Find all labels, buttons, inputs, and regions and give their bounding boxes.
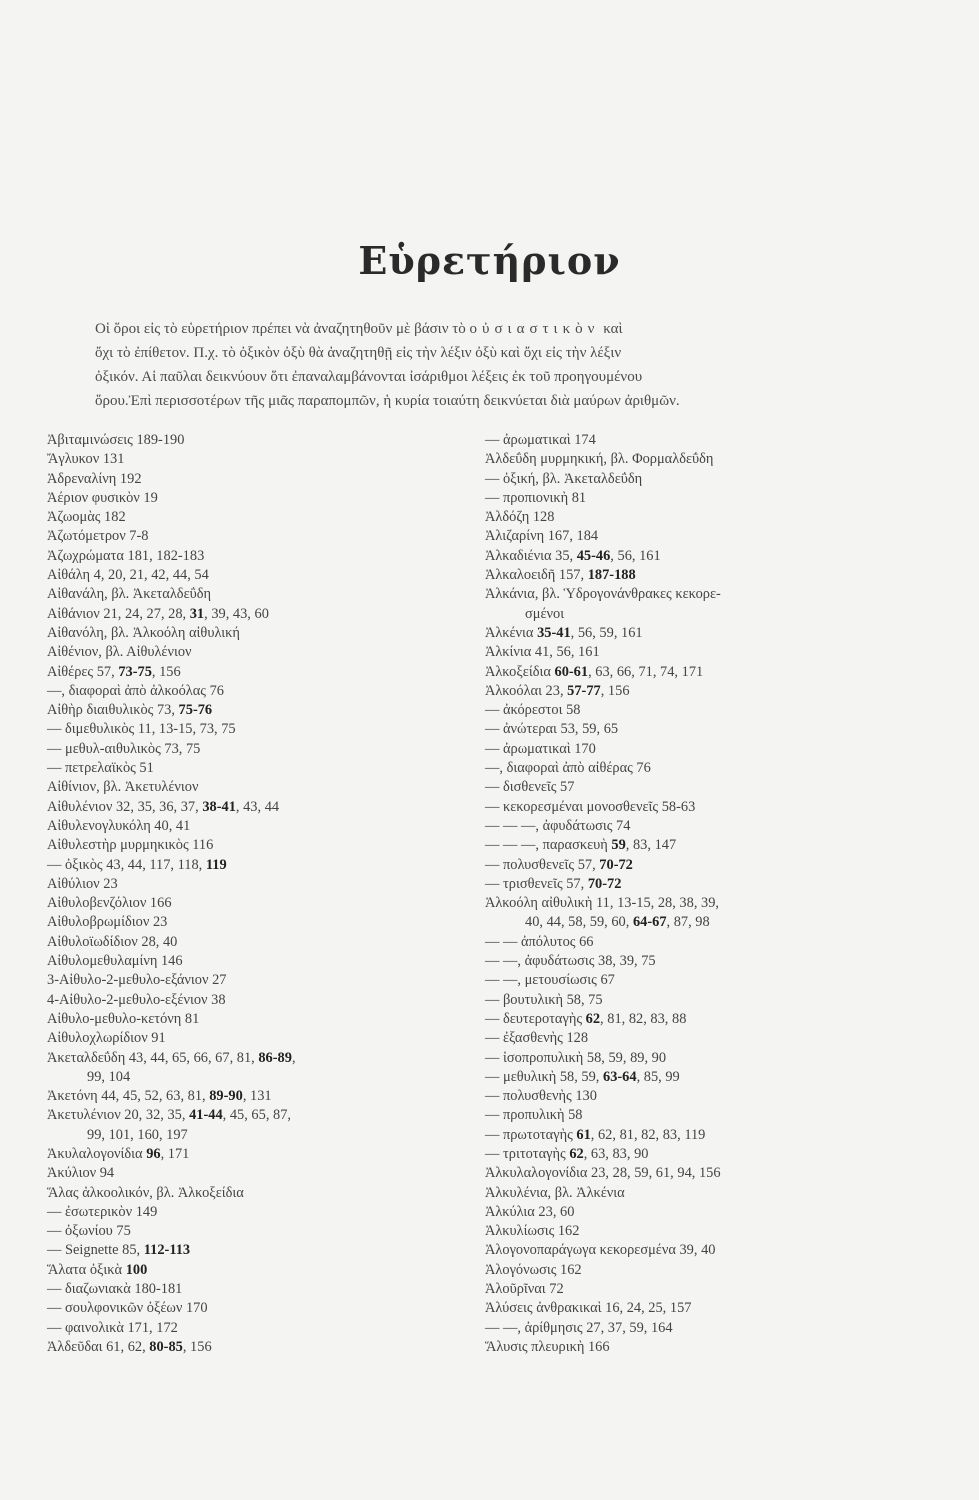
- entry-text: — δευτεροταγὴς: [485, 1010, 586, 1027]
- entry-text: , 56, 59, 161: [570, 624, 643, 641]
- index-entry: [485, 1145, 915, 1164]
- entry-text: Ἀζωομὰς 182: [47, 509, 126, 526]
- index-entry: [485, 585, 915, 604]
- main-reference: 112-113: [143, 1242, 191, 1259]
- index-entry: [47, 1029, 447, 1048]
- entry-text: — —, ἀρίθμησις 27, 37, 59, 164: [485, 1319, 673, 1336]
- entry-text: — ἀρωματικαὶ 170: [485, 740, 596, 757]
- index-entry: [485, 701, 915, 720]
- intro-line: [95, 341, 855, 365]
- entry-text: Ἀλοῦρῖναι 72: [485, 1281, 564, 1298]
- main-reference: 61: [576, 1126, 591, 1143]
- entry-text: — μεθυλ-αιθυλικὸς 73, 75: [47, 740, 201, 757]
- entry-text: Αἰθύλιον 23: [47, 875, 118, 892]
- entry-text: Αἰθυλοβρωμίδιον 23: [47, 914, 168, 931]
- index-entry: [485, 1280, 915, 1299]
- entry-text: Αἰθέρες 57,: [47, 663, 119, 680]
- entry-text: Ἀδρεναλίνη 192: [47, 470, 142, 487]
- index-entry: [47, 894, 447, 913]
- index-entry: [47, 759, 447, 778]
- index-entry: [47, 1203, 447, 1222]
- entry-text: Ἀβιταμινώσεις 189-190: [47, 432, 185, 448]
- entry-text: , 43, 44: [235, 798, 280, 815]
- main-reference: 86-89: [258, 1049, 292, 1066]
- index-entry: [47, 1222, 447, 1241]
- entry-text: , 131: [242, 1088, 272, 1105]
- index-entry: [485, 1106, 915, 1125]
- entry-text: — ἐσωτερικὸν 149: [47, 1203, 158, 1220]
- index-entry: [47, 527, 447, 546]
- intro-text: καὶ: [599, 321, 623, 337]
- index-entry: [485, 1338, 915, 1357]
- index-entry: [485, 952, 915, 971]
- main-reference: 80-85: [149, 1338, 183, 1355]
- entry-text: σμένοι: [525, 605, 565, 622]
- entry-text: Ἅλας ἀλκοολικόν, βλ. Ἀλκοξείδια: [47, 1184, 244, 1201]
- entry-text: , 62, 81, 82, 83, 119: [590, 1126, 706, 1143]
- index-entry: [485, 856, 915, 875]
- index-entry: [47, 1164, 447, 1183]
- index-entry: [47, 1280, 447, 1299]
- index-entry: [47, 701, 447, 720]
- entry-text: Ἀλογονοπαράγωγα κεκορεσμένα 39, 40: [485, 1242, 716, 1259]
- intro-paragraph: [95, 317, 855, 413]
- index-entry: [47, 971, 447, 990]
- intro-text: ὄχι τὸ ἐπίθετον. Π.χ. τὸ ὀξικὸν ὀξὺ θὰ ἀναζητηθῇ εἰς τὴν λέξιν ὀξὺ καὶ ὄχι εἰς τὴν λέξιν: [95, 345, 622, 361]
- index-entry: [47, 547, 447, 566]
- entry-text: Ἀλκυλαλογονίδια 23, 28, 59, 61, 94, 156: [485, 1165, 721, 1182]
- entry-text: , 171: [160, 1145, 190, 1162]
- entry-text: Αἰθυλενογλυκόλη 40, 41: [47, 817, 191, 834]
- index-entry: [485, 663, 915, 682]
- index-entry: [47, 913, 447, 932]
- main-reference: 41-44: [189, 1107, 223, 1124]
- entry-text: Αἰθυλομεθυλαμίνη 146: [47, 953, 183, 970]
- index-entry: [47, 1184, 447, 1203]
- entry-text: — διμεθυλικὸς 11, 13-15, 73, 75: [47, 721, 236, 738]
- index-entry: [47, 817, 447, 836]
- index-entry-continuation: [47, 1068, 447, 1087]
- main-reference: 187-188: [587, 567, 636, 584]
- entry-text: Ἅλυσις πλευρικὴ 166: [485, 1338, 610, 1355]
- index-entry: [47, 720, 447, 739]
- main-reference: 35-41: [537, 624, 571, 641]
- entry-text: , 156: [151, 663, 181, 680]
- intro-line: [95, 389, 855, 413]
- intro-emphasis: οὐσιαστικὸν: [469, 321, 600, 337]
- index-entry: [485, 527, 915, 546]
- entry-text: , 85, 99: [636, 1068, 680, 1085]
- index-column-right: [485, 431, 915, 1357]
- entry-text: — πρωτοταγὴς: [485, 1126, 577, 1143]
- entry-text: , 45, 65, 87,: [222, 1107, 291, 1124]
- entry-text: , 56, 161: [610, 547, 661, 564]
- index-entry: [47, 431, 447, 450]
- main-reference: 45-46: [576, 547, 611, 564]
- index-entry: [47, 470, 447, 489]
- index-entry: [47, 643, 447, 662]
- entry-text: — πολυσθενὴς 130: [485, 1088, 597, 1105]
- index-entry: [47, 1338, 447, 1357]
- entry-text: Ἀλύσεις ἀνθρακικαὶ 16, 24, 25, 157: [485, 1300, 692, 1317]
- entry-text: Ἅλατα ὀξικὰ: [47, 1261, 126, 1278]
- entry-text: 99, 104: [87, 1068, 131, 1085]
- index-entry: [47, 450, 447, 469]
- index-entry: [485, 720, 915, 739]
- entry-text: , 63, 83, 90: [583, 1145, 649, 1162]
- entry-text: Αἰθυλένιον 32, 35, 36, 37,: [47, 798, 203, 815]
- entry-text: Ἀλκοόλη αἰθυλικὴ 11, 13-15, 28, 38, 39,: [485, 895, 720, 912]
- index-entry: [47, 875, 447, 894]
- entry-text: Αἰθυλο-μεθυλο-κετόνη 81: [47, 1010, 200, 1027]
- entry-text: Ἀλδόζη 128: [485, 509, 555, 526]
- intro-text: ὅρου.Ἐπὶ περισσοτέρων τῆς μιᾶς παραπομπῶν, ἡ κυρία τοιαύτη δεικνύεται διὰ μαύρων ἀριθμῶν.: [95, 393, 680, 409]
- main-reference: 57-77: [567, 682, 601, 699]
- index-entry: [47, 1010, 447, 1029]
- entry-text: Αἰθίνιον, βλ. Ἀκετυλένιον: [47, 779, 199, 796]
- main-reference: 96: [146, 1145, 161, 1162]
- entry-text: Ἀλκυλίωσις 162: [485, 1223, 580, 1240]
- index-entry: [47, 740, 447, 759]
- entry-text: Αἰθυλεστὴρ μυρμηκικὸς 116: [47, 837, 214, 854]
- index-entry: [485, 1164, 915, 1183]
- index-entry: [485, 1222, 915, 1241]
- index-entry: [485, 1049, 915, 1068]
- index-entry: [47, 489, 447, 508]
- entry-text: — δισθενεῖς 57: [485, 779, 575, 796]
- index-entry: [485, 1010, 915, 1029]
- index-entry: [485, 991, 915, 1010]
- index-entry: [47, 1049, 447, 1068]
- index-entry: [47, 856, 447, 875]
- entry-text: Αἰθάλη 4, 20, 21, 42, 44, 54: [47, 567, 209, 584]
- index-entry: [485, 817, 915, 836]
- entry-text: —, διαφοραὶ ἀπὸ ἀλκοόλας 76: [47, 682, 224, 699]
- entry-text: Ἀλκοόλαι 23,: [485, 682, 568, 699]
- entry-text: — προπιονικὴ 81: [485, 489, 587, 506]
- entry-text: — — —, παρασκευὴ: [485, 837, 612, 854]
- index-entry: [485, 566, 915, 585]
- entry-text: — πολυσθενεῖς 57,: [485, 856, 600, 873]
- index-entry: [485, 1068, 915, 1087]
- entry-text: Ἀλκαλοειδῆ 157,: [485, 567, 588, 584]
- index-entry: [47, 778, 447, 797]
- index-entry: [47, 1241, 447, 1260]
- index-entry: [485, 643, 915, 662]
- index-entry: [47, 798, 447, 817]
- entry-text: —, διαφοραὶ ἀπὸ αἰθέρας 76: [485, 760, 651, 777]
- index-entry-continuation: [47, 1126, 447, 1145]
- entry-text: 3-Αἰθυλο-2-μεθυλο-εξάνιον 27: [47, 972, 227, 989]
- index-entry: [47, 1087, 447, 1106]
- main-reference: 70-72: [599, 856, 633, 873]
- index-entry: [485, 875, 915, 894]
- main-reference: 59: [611, 837, 626, 854]
- intro-text: Οἱ ὅροι εἰς τὸ εὑρετήριον πρέπει νὰ ἀναζητηθοῦν μὲ βάσιν τὸ: [95, 321, 470, 337]
- index-entry: [485, 547, 915, 566]
- entry-text: Αἰθὴρ διαιθυλικὸς 73,: [47, 702, 179, 719]
- entry-text: Ἀέριον φυσικὸν 19: [47, 489, 158, 506]
- index-entry: [485, 489, 915, 508]
- main-reference: 73-75: [118, 663, 152, 680]
- index-entry: [47, 952, 447, 971]
- entry-text: , 87, 98: [666, 914, 710, 931]
- index-entry: [47, 1319, 447, 1338]
- entry-text: — — ἀπόλυτος 66: [485, 933, 594, 950]
- entry-text: , 63, 66, 71, 74, 171: [588, 663, 704, 680]
- entry-text: — διαζωνιακὰ 180-181: [47, 1281, 183, 1298]
- index-entry: [485, 759, 915, 778]
- entry-text: Ἀκύλιον 94: [47, 1165, 115, 1182]
- index-entry: [47, 1106, 447, 1125]
- main-reference: 119: [205, 856, 227, 873]
- index-entry: [47, 663, 447, 682]
- index-entry: [485, 470, 915, 489]
- index-entry: [485, 933, 915, 952]
- entry-text: Ἀλκαδιένια 35,: [485, 547, 577, 564]
- main-reference: 100: [125, 1261, 148, 1278]
- entry-text: Ἄγλυκον 131: [47, 451, 125, 468]
- main-reference: 31: [189, 605, 205, 622]
- entry-text: , 39, 43, 60: [204, 605, 269, 622]
- index-entry: [485, 1261, 915, 1280]
- index-entry: [485, 1029, 915, 1048]
- index-entry: [485, 1319, 915, 1338]
- entry-text: Αἰθανάλη, βλ. Ἀκεταλδεΰδη: [47, 586, 212, 603]
- entry-text: , 156: [600, 682, 630, 699]
- entry-text: Ἀλκένια: [485, 624, 538, 641]
- entry-text: Αἰθυλοβενζόλιον 166: [47, 895, 172, 912]
- index-column-left: [47, 431, 447, 1357]
- index-entry: [485, 798, 915, 817]
- entry-text: ,: [291, 1049, 296, 1066]
- index-entry: [485, 450, 915, 469]
- entry-text: , 81, 82, 83, 88: [600, 1010, 687, 1027]
- index-entry: [47, 933, 447, 952]
- index-entry: [485, 1299, 915, 1318]
- entry-text: 99, 101, 160, 197: [87, 1126, 188, 1143]
- index-entry: [485, 1184, 915, 1203]
- index-entry: [485, 431, 915, 450]
- entry-text: — τριτοταγὴς: [485, 1145, 570, 1162]
- entry-text: Ἀκετόνη 44, 45, 52, 63, 81,: [47, 1088, 210, 1105]
- entry-text: Αἰθυλοχλωρίδιον 91: [47, 1030, 166, 1047]
- index-entry: [485, 624, 915, 643]
- entry-text: — ὀξική, βλ. Ἀκεταλδεΰδη: [485, 470, 643, 487]
- index-entry: [485, 682, 915, 701]
- index-entry: [485, 894, 915, 913]
- entry-text: — ἀρωματικαὶ 174: [485, 432, 596, 448]
- index-entry-continuation: [485, 913, 915, 932]
- index-entry: [47, 508, 447, 527]
- entry-text: Αἰθένιον, βλ. Αἰθυλένιον: [47, 644, 192, 661]
- index-entry: [485, 1126, 915, 1145]
- entry-text: — ἰσοπροπυλικὴ 58, 59, 89, 90: [485, 1049, 667, 1066]
- entry-text: Ἀλδεΰδη μυρμηκική, βλ. Φορμαλδεΰδη: [485, 451, 714, 468]
- main-reference: 63-64: [603, 1068, 637, 1085]
- main-reference: 60-61: [554, 663, 589, 680]
- entry-text: Ἀκεταλδεΰδη 43, 44, 65, 66, 67, 81,: [47, 1049, 259, 1066]
- index-entry: [485, 836, 915, 855]
- entry-text: Ἀλκύλια 23, 60: [485, 1203, 575, 1220]
- index-entry: [485, 740, 915, 759]
- index-entry: [47, 585, 447, 604]
- entry-text: — πετρελαϊκὸς 51: [47, 760, 154, 777]
- index-entry: [485, 778, 915, 797]
- entry-text: Αἰθανόλη, βλ. Ἀλκοόλη αἰθυλική: [47, 624, 240, 641]
- index-entry: [47, 1299, 447, 1318]
- index-entry: [47, 624, 447, 643]
- entry-text: — —, μετουσίωσις 67: [485, 972, 615, 989]
- entry-text: — ἐξασθενὴς 128: [485, 1030, 589, 1047]
- main-reference: 70-72: [587, 875, 622, 892]
- main-reference: 62: [585, 1010, 601, 1027]
- entry-text: , 156: [182, 1338, 212, 1355]
- index-entry: [47, 1145, 447, 1164]
- entry-text: — ὀξικὸς 43, 44, 117, 118,: [47, 856, 206, 873]
- index-entry: [485, 1203, 915, 1222]
- main-reference: 89-90: [209, 1088, 243, 1105]
- index-entry: [47, 682, 447, 701]
- main-reference: 62: [569, 1145, 584, 1162]
- entry-text: — ὀξωνίου 75: [47, 1223, 131, 1240]
- entry-text: Αἰθάνιον 21, 24, 27, 28,: [47, 605, 190, 622]
- entry-text: Ἀλδεῦδαι 61, 62,: [47, 1338, 150, 1355]
- index-entry: [485, 971, 915, 990]
- intro-line: [95, 365, 855, 389]
- entry-text: — — —, ἀφυδάτωσις 74: [485, 817, 631, 834]
- entry-text: Αἰθυλοϊωδίδιον 28, 40: [47, 933, 178, 950]
- index-entry: [47, 605, 447, 624]
- entry-text: Ἀκετυλένιον 20, 32, 35,: [47, 1107, 190, 1124]
- entry-text: — βουτυλικὴ 58, 75: [485, 991, 603, 1008]
- main-reference: 64-67: [632, 914, 667, 931]
- index-entry: [47, 566, 447, 585]
- entry-text: — φαινολικὰ 171, 172: [47, 1319, 178, 1336]
- entry-text: Ἀζωχρώματα 181, 182-183: [47, 547, 205, 564]
- entry-text: , 83, 147: [625, 837, 677, 854]
- intro-text: ὀξικόν. Αἱ παῦλαι δεικνύουν ὅτι ἐπαναλαμβάνονται ἰσάριθμοι λέξεις ἐκ τοῦ προηγουμένου: [95, 369, 643, 385]
- index-entry: [47, 836, 447, 855]
- entry-text: — προπυλικὴ 58: [485, 1107, 583, 1124]
- entry-text: Ἀλκίνια 41, 56, 161: [485, 644, 600, 661]
- entry-text: — τρισθενεῖς 57,: [485, 875, 588, 892]
- entry-text: Ἀζωτόμετρον 7-8: [47, 528, 149, 545]
- index-entry: [485, 508, 915, 527]
- entry-text: — ἀνώτεραι 53, 59, 65: [485, 721, 619, 738]
- intro-line: [95, 317, 855, 341]
- index-entry: [47, 991, 447, 1010]
- entry-text: Ἀλιζαρίνη 167, 184: [485, 528, 599, 545]
- index-entry: [47, 1261, 447, 1280]
- entry-text: — ἀκόρεστοι 58: [485, 702, 581, 719]
- main-reference: 75-76: [178, 702, 213, 719]
- page-title: Εὑρετήριον: [358, 238, 621, 283]
- index-entry: [485, 1087, 915, 1106]
- entry-text: Ἀκυλαλογονίδια: [47, 1145, 147, 1162]
- entry-text: — Seignette 85,: [47, 1242, 144, 1259]
- entry-text: Ἀλογόνωσις 162: [485, 1261, 582, 1278]
- entry-text: — σουλφονικῶν ὀξέων 170: [47, 1300, 208, 1317]
- entry-text: Ἀλκυλένια, βλ. Ἀλκένια: [485, 1184, 625, 1201]
- entry-text: 40, 44, 58, 59, 60,: [525, 914, 633, 931]
- index-entry-continuation: [485, 605, 915, 624]
- entry-text: — μεθυλικὴ 58, 59,: [485, 1068, 603, 1085]
- entry-text: Ἀλκοξείδια: [485, 663, 555, 680]
- entry-text: Ἀλκάνια, βλ. Ὑδρογονάνθρακες κεκορε-: [485, 586, 721, 603]
- main-reference: 38-41: [202, 798, 236, 815]
- entry-text: 4-Αἰθυλο-2-μεθυλο-εξένιον 38: [47, 991, 226, 1008]
- entry-text: — κεκορεσμέναι μονοσθενεῖς 58-63: [485, 798, 696, 815]
- index-entry: [485, 1241, 915, 1260]
- entry-text: — —, ἀφυδάτωσις 38, 39, 75: [485, 953, 656, 970]
